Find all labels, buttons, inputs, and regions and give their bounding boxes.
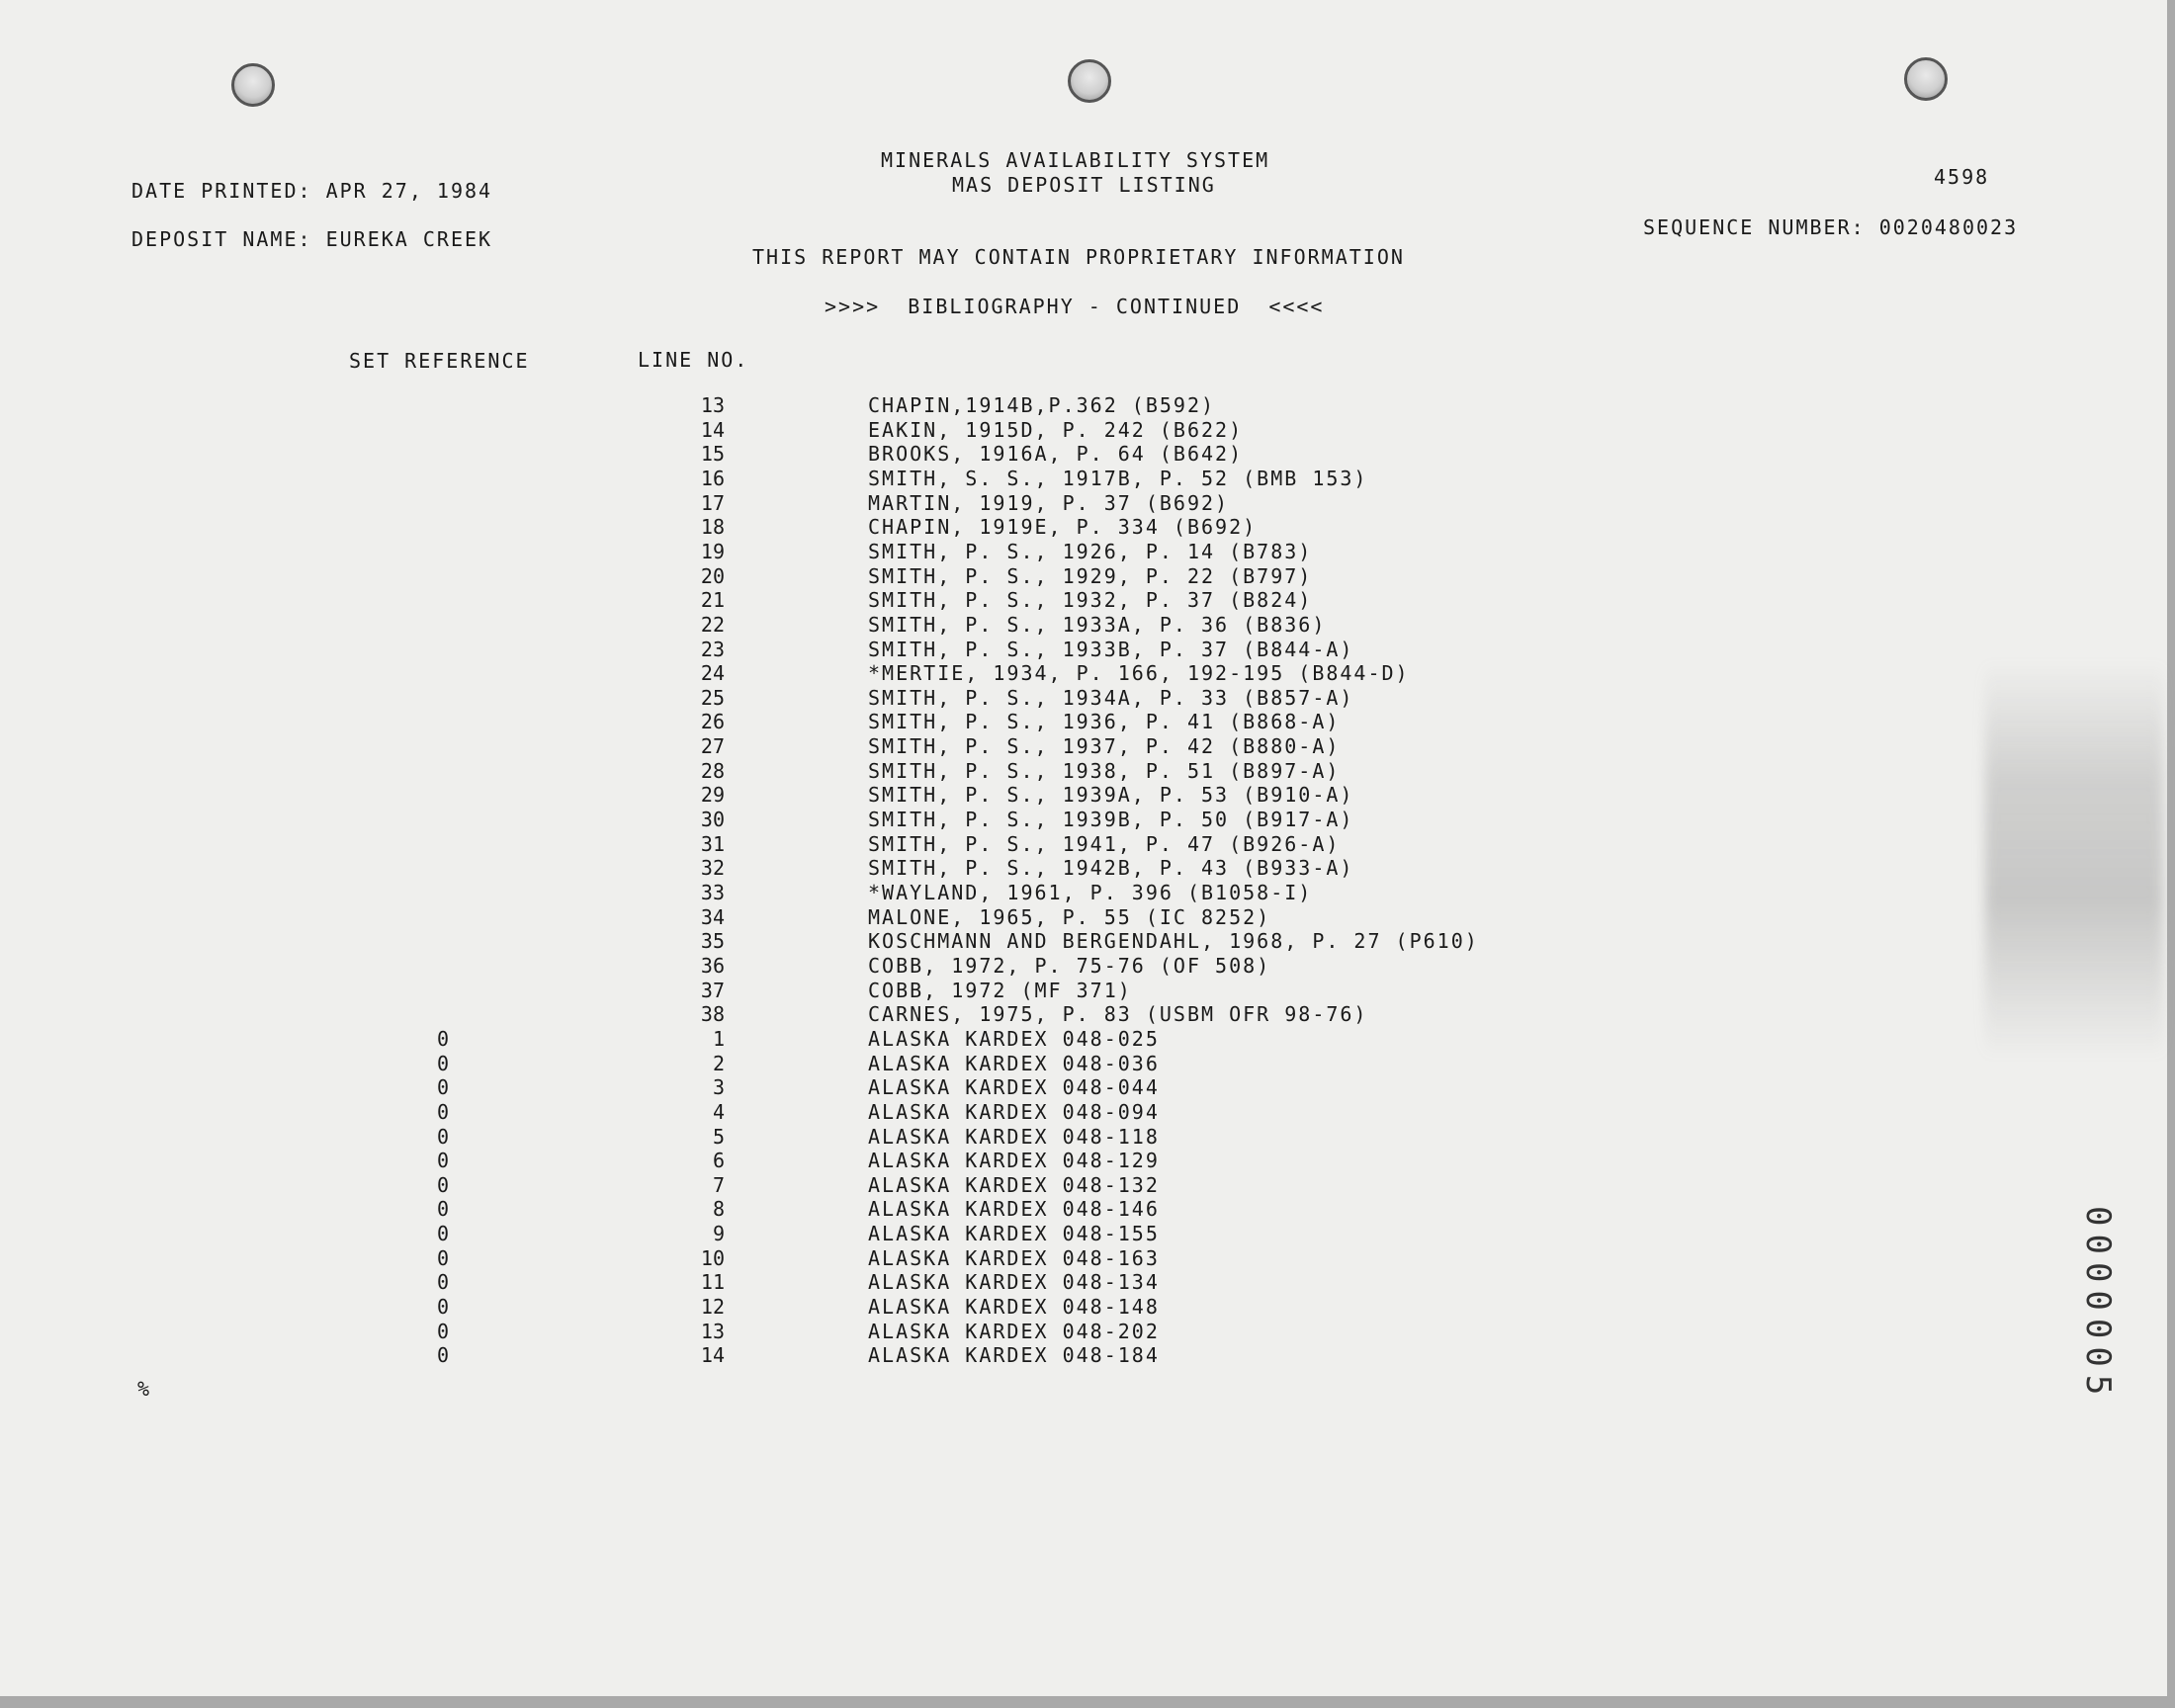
set-reference-cell: 0 [436, 1027, 450, 1051]
date-printed: DATE PRINTED: APR 27, 1984 [131, 179, 493, 203]
line-number-cell: 19 [700, 540, 725, 563]
line-number-cell: 35 [700, 929, 725, 953]
reference-cell: BROOKS, 1916A, P. 64 (B642) [868, 442, 1244, 466]
line-number-cell: 25 [700, 686, 725, 710]
line-number-cell: 27 [700, 734, 725, 758]
reference-cell: SMITH, P. S., 1926, P. 14 (B783) [868, 540, 1313, 563]
line-number-cell: 20 [700, 564, 725, 588]
listing-title: MAS DEPOSIT LISTING [952, 173, 1216, 197]
reference-cell: ALASKA KARDEX 048-155 [868, 1222, 1160, 1245]
set-reference-cell: 0 [436, 1075, 450, 1099]
reference-cell: ALASKA KARDEX 048-044 [868, 1075, 1160, 1099]
reference-cell: COBB, 1972 (MF 371) [868, 979, 1132, 1002]
reference-cell: ALASKA KARDEX 048-184 [868, 1343, 1160, 1367]
reference-cell: KOSCHMANN AND BERGENDAHL, 1968, P. 27 (P610) [868, 929, 1479, 953]
reference-cell: ALASKA KARDEX 048-036 [868, 1052, 1160, 1075]
sequence-number: SEQUENCE NUMBER: 0020480023 [1643, 215, 2019, 239]
reference-cell: ALASKA KARDEX 048-134 [868, 1270, 1160, 1294]
reference-cell: SMITH, P. S., 1939A, P. 53 (B910-A) [868, 783, 1354, 807]
line-number-cell: 15 [700, 442, 725, 466]
line-number-cell: 31 [700, 832, 725, 856]
fiche-number: 0000005 [2078, 1206, 2118, 1404]
line-number-cell: 12 [700, 1295, 725, 1319]
reference-cell: SMITH, P. S., 1939B, P. 50 (B917-A) [868, 808, 1354, 831]
reference-cell: SMITH, P. S., 1941, P. 47 (B926-A) [868, 832, 1341, 856]
reference-cell: SMITH, P. S., 1936, P. 41 (B868-A) [868, 710, 1341, 733]
line-number-cell: 1 [712, 1027, 725, 1051]
set-reference-cell: 0 [436, 1320, 450, 1343]
reference-cell: ALASKA KARDEX 048-163 [868, 1246, 1160, 1270]
line-number-cell: 23 [700, 638, 725, 661]
column-header-set-reference: SET REFERENCE [349, 349, 530, 373]
line-number-cell: 33 [700, 881, 725, 904]
reference-cell: SMITH, P. S., 1934A, P. 33 (B857-A) [868, 686, 1354, 710]
reference-cell: CARNES, 1975, P. 83 (USBM OFR 98-76) [868, 1002, 1368, 1026]
system-title: MINERALS AVAILABILITY SYSTEM [881, 148, 1270, 172]
line-number-cell: 22 [700, 613, 725, 637]
line-number-cell: 14 [700, 1343, 725, 1367]
reference-cell: SMITH, P. S., 1942B, P. 43 (B933-A) [868, 856, 1354, 880]
line-number-cell: 29 [700, 783, 725, 807]
reference-cell: MARTIN, 1919, P. 37 (B692) [868, 491, 1230, 515]
reference-cell: *WAYLAND, 1961, P. 396 (B1058-I) [868, 881, 1313, 904]
reference-cell: EAKIN, 1915D, P. 242 (B622) [868, 418, 1244, 442]
set-reference-cell: 0 [436, 1222, 450, 1245]
reference-cell: *MERTIE, 1934, P. 166, 192-195 (B844-D) [868, 661, 1410, 685]
reference-cell: SMITH, P. S., 1938, P. 51 (B897-A) [868, 759, 1341, 783]
set-reference-cell: 0 [436, 1295, 450, 1319]
section-title: >>>> BIBLIOGRAPHY - CONTINUED <<<< [825, 295, 1325, 318]
line-number-cell: 5 [712, 1125, 725, 1149]
reference-cell: ALASKA KARDEX 048-202 [868, 1320, 1160, 1343]
line-number-cell: 14 [700, 418, 725, 442]
set-reference-cell: 0 [436, 1173, 450, 1197]
line-number-cell: 37 [700, 979, 725, 1002]
line-number-cell: 4 [712, 1100, 725, 1124]
line-number-cell: 6 [712, 1149, 725, 1172]
set-reference-cell: 0 [436, 1100, 450, 1124]
set-reference-cell: 0 [436, 1125, 450, 1149]
reference-cell: SMITH, S. S., 1917B, P. 52 (BMB 153) [868, 467, 1368, 490]
line-number-cell: 7 [712, 1173, 725, 1197]
line-number-cell: 30 [700, 808, 725, 831]
line-number-cell: 26 [700, 710, 725, 733]
line-number-cell: 28 [700, 759, 725, 783]
line-number-cell: 13 [700, 393, 725, 417]
scan-smudge [1985, 662, 2163, 1058]
reference-cell: ALASKA KARDEX 048-118 [868, 1125, 1160, 1149]
set-reference-cell: 0 [436, 1270, 450, 1294]
reference-cell: SMITH, P. S., 1937, P. 42 (B880-A) [868, 734, 1341, 758]
proprietary-notice: THIS REPORT MAY CONTAIN PROPRIETARY INFORMATION [752, 245, 1405, 269]
reference-cell: CHAPIN, 1919E, P. 334 (B692) [868, 515, 1258, 539]
reference-cell: ALASKA KARDEX 048-129 [868, 1149, 1160, 1172]
reference-cell: SMITH, P. S., 1929, P. 22 (B797) [868, 564, 1313, 588]
percent-mark: % [137, 1377, 152, 1401]
reference-cell: CHAPIN,1914B,P.362 (B592) [868, 393, 1216, 417]
punch-hole-center [1068, 59, 1111, 103]
line-number-cell: 17 [700, 491, 725, 515]
line-number-cell: 21 [700, 588, 725, 612]
reference-cell: SMITH, P. S., 1933A, P. 36 (B836) [868, 613, 1327, 637]
reference-cell: ALASKA KARDEX 048-025 [868, 1027, 1160, 1051]
line-number-cell: 36 [700, 954, 725, 978]
deposit-name: DEPOSIT NAME: EUREKA CREEK [131, 227, 493, 251]
line-number-cell: 11 [700, 1270, 725, 1294]
reference-cell: SMITH, P. S., 1933B, P. 37 (B844-A) [868, 638, 1354, 661]
line-number-cell: 16 [700, 467, 725, 490]
line-number-cell: 13 [700, 1320, 725, 1343]
reference-cell: ALASKA KARDEX 048-094 [868, 1100, 1160, 1124]
line-number-cell: 18 [700, 515, 725, 539]
line-number-cell: 8 [712, 1197, 725, 1221]
reference-cell: ALASKA KARDEX 048-146 [868, 1197, 1160, 1221]
set-reference-cell: 0 [436, 1197, 450, 1221]
line-number-cell: 38 [700, 1002, 725, 1026]
set-reference-cell: 0 [436, 1246, 450, 1270]
set-reference-cell: 0 [436, 1343, 450, 1367]
punch-hole-right [1904, 57, 1948, 101]
reference-cell: MALONE, 1965, P. 55 (IC 8252) [868, 905, 1271, 929]
reference-cell: SMITH, P. S., 1932, P. 37 (B824) [868, 588, 1313, 612]
reference-cell: ALASKA KARDEX 048-148 [868, 1295, 1160, 1319]
line-number-cell: 34 [700, 905, 725, 929]
line-number-cell: 2 [712, 1052, 725, 1075]
line-number-cell: 24 [700, 661, 725, 685]
set-reference-cell: 0 [436, 1149, 450, 1172]
line-number-cell: 32 [700, 856, 725, 880]
line-number-cell: 10 [700, 1246, 725, 1270]
reference-cell: COBB, 1972, P. 75-76 (OF 508) [868, 954, 1271, 978]
line-number-cell: 3 [712, 1075, 725, 1099]
page-number: 4598 [1934, 165, 1990, 189]
reference-cell: ALASKA KARDEX 048-132 [868, 1173, 1160, 1197]
column-header-line-no: LINE NO. [638, 348, 749, 372]
set-reference-cell: 0 [436, 1052, 450, 1075]
punch-hole-left [231, 63, 275, 107]
line-number-cell: 9 [712, 1222, 725, 1245]
